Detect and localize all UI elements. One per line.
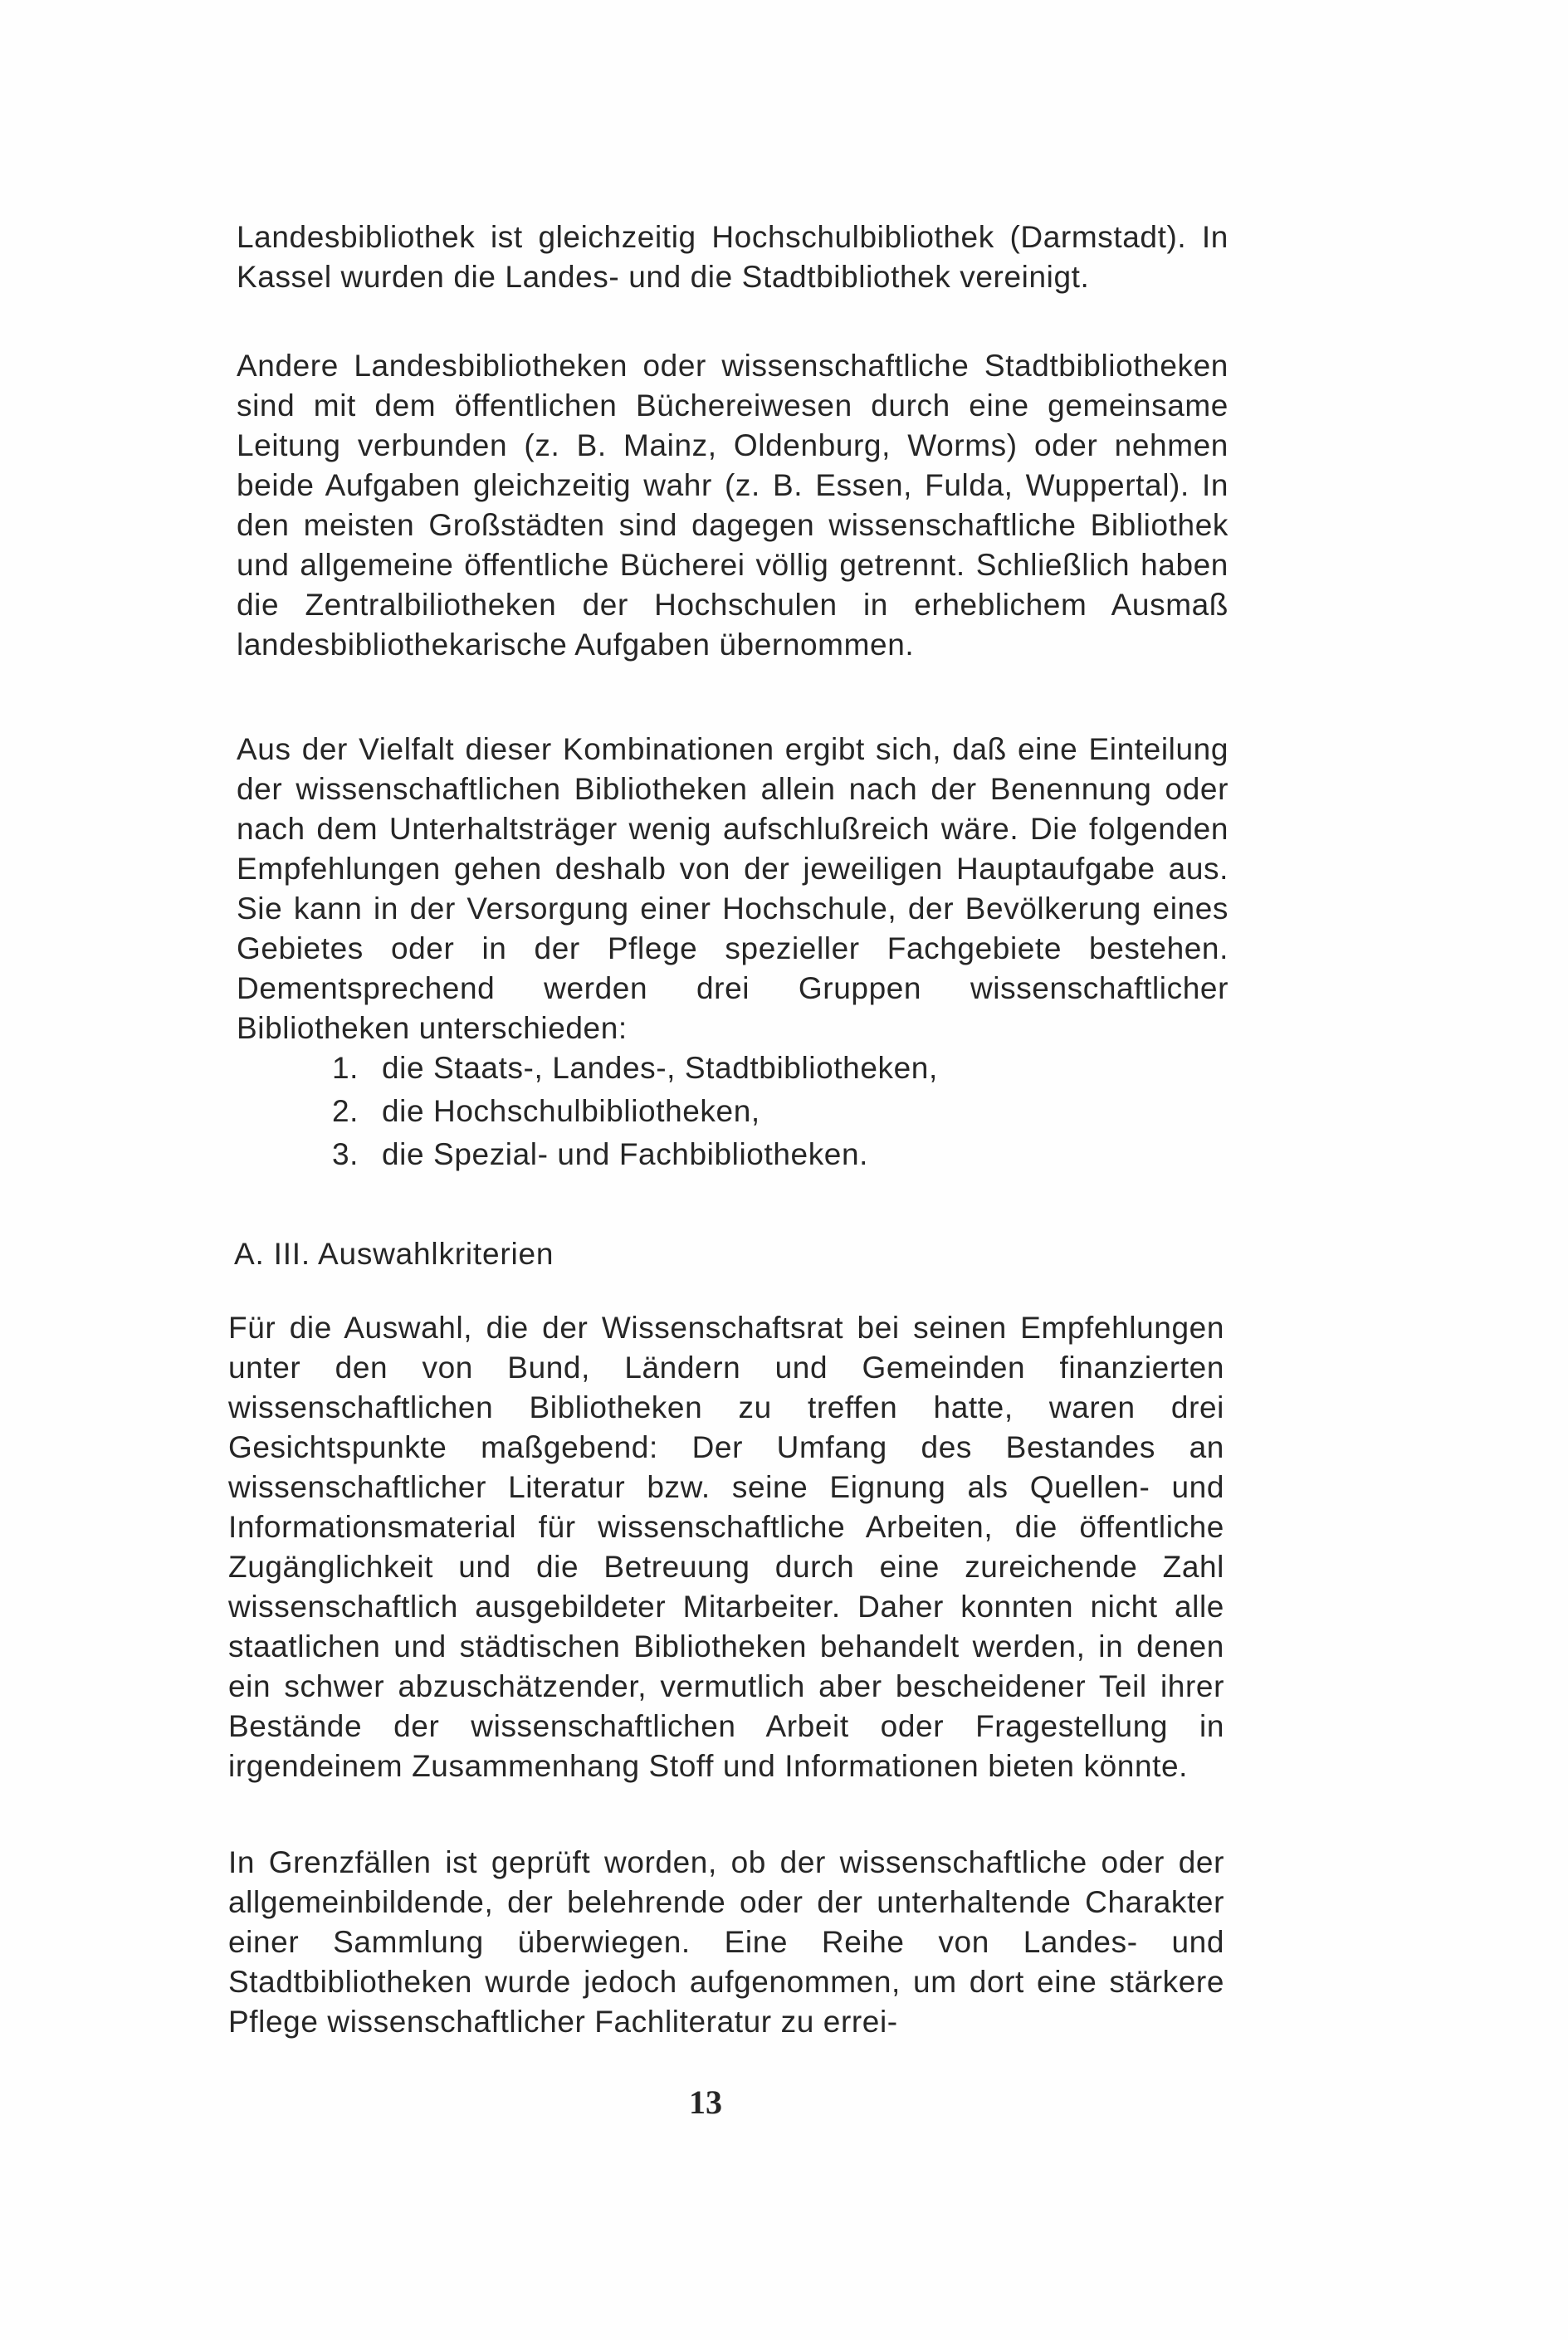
library-groups-list xyxy=(332,1048,938,1178)
paragraph-3: Aus der Vielfalt dieser Kombinationen ergibt sich, daß eine Einteilung der wissenschaftlichen Bibliotheken allein nach der Benennung oder nach dem Unterhaltsträger wenig aufschlußreich wäre. Die folgenden Empfehlungen gehen deshalb von der jeweiligen Hauptaufgabe aus. Sie kann in der Versorgung einer Hochschule, der Bevölkerung eines Gebietes oder in der Pflege spezieller Fachgebiete bestehen. Dementsprechend werden drei Gruppen wissenschaftlicher Bibliotheken unterschieden: xyxy=(237,732,1229,1045)
list-item-text: die Hochschulbibliotheken, xyxy=(382,1094,760,1128)
list-item xyxy=(332,1048,938,1088)
list-item-number: 3. xyxy=(332,1137,359,1171)
paragraph-4: Für die Auswahl, die der Wissenschaftsrat bei seinen Empfehlungen unter den von Bund, Ländern und Gemeinden finanzierten wissenschaftlichen Bibliotheken zu treffen hatte, waren drei Gesichtspunkte maßgebend: Der Umfang des Bestandes an wissenschaftlicher Literatur bzw. seine Eignung als Quellen- und Informationsmaterial für wissenschaftliche Arbeiten, die öffentliche Zugänglichkeit und die Betreuung durch eine zureichende Zahl wissenschaftlich ausgebildeter Mitarbeiter. Daher konnten nicht alle staatlichen und städtischen Bibliotheken behandelt werden, in denen ein schwer abzuschätzender, vermutlich aber bescheidener Teil ihrer Bestände der wissenschaftlichen Arbeit oder Fragestellung in irgendeinem Zusammenhang Stoff und Informationen bieten könnte. xyxy=(228,1311,1224,1783)
list-item-number: 1. xyxy=(332,1051,359,1085)
list-item xyxy=(332,1092,938,1131)
paragraph-1: Landesbibliothek ist gleichzeitig Hochschulbibliothek (Darmstadt). In Kassel wurden die Landes- und die Stadtbibliothek vereinigt. xyxy=(237,220,1229,294)
list-item-text: die Spezial- und Fachbibliotheken. xyxy=(382,1137,869,1171)
paragraph-2: Andere Landesbibliotheken oder wissenschaftliche Stadtbibliotheken sind mit dem öffentlichen Büchereiwesen durch eine gemeinsame Leitung verbunden (z. B. Mainz, Oldenburg, Worms) oder nehmen beide Aufgaben gleichzeitig wahr (z. B. Essen, Fulda, Wuppertal). In den meisten Großstädten sind dagegen wissenschaftliche Bibliothek und allgemeine öffentliche Bücherei völlig getrennt. Schließlich haben die Zentralbiliotheken der Hochschulen in erheblichem Ausmaß landesbibliothekarische Aufgaben übernommen. xyxy=(237,349,1229,662)
list-item-text: die Staats-, Landes-, Stadtbibliotheken, xyxy=(382,1051,938,1085)
paragraph-5: In Grenzfällen ist geprüft worden, ob der wissenschaftliche oder der allgemeinbildende, der belehrende oder der unterhaltende Charakter einer Sammlung überwiegen. Eine Reihe von Landes- und Stadtbibliotheken wurde jedoch aufgenommen, um dort eine stärkere Pflege wissenschaftlicher Fachliteratur zu errei- xyxy=(228,1845,1224,2039)
list-item xyxy=(332,1135,938,1175)
section-heading: A. III. Auswahlkriterien xyxy=(234,1237,554,1271)
page-number: 13 xyxy=(689,2084,722,2121)
list-item-number: 2. xyxy=(332,1094,359,1128)
